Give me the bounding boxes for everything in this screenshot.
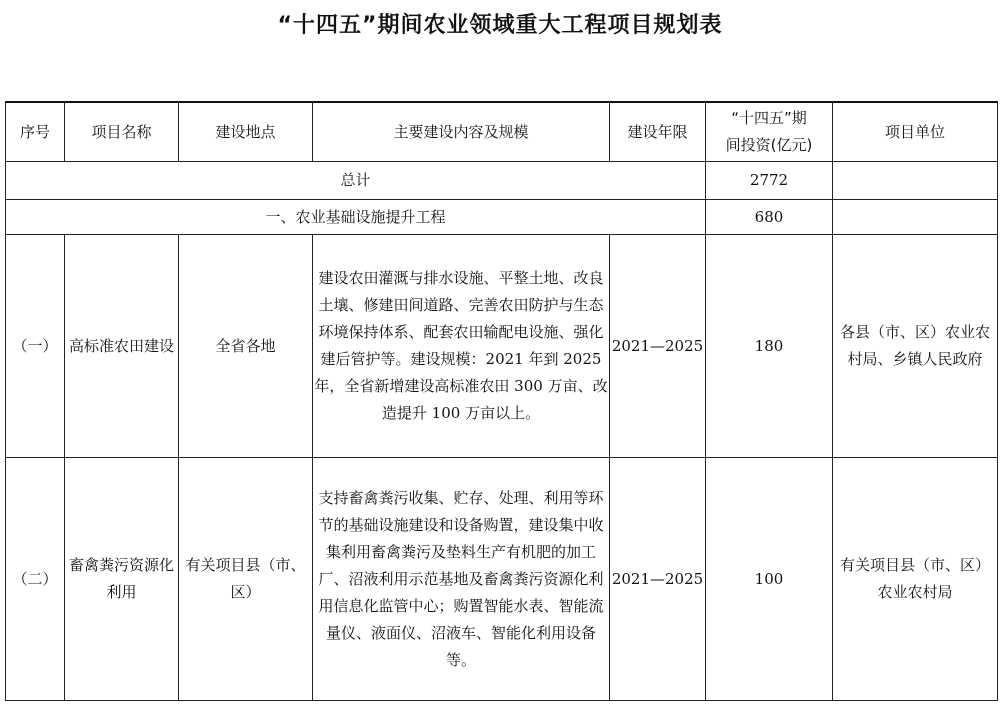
project-unit: 有关项目县（市、区）农业农村局 bbox=[833, 458, 998, 701]
project-location: 全省各地 bbox=[179, 235, 313, 458]
project-seq: （二） bbox=[6, 458, 65, 701]
project-plan-table bbox=[5, 101, 998, 701]
table-header-row bbox=[6, 102, 998, 162]
total-label: 总计 bbox=[6, 162, 706, 200]
category-row bbox=[6, 200, 998, 235]
category-label: 一、农业基础设施提升工程 bbox=[6, 200, 706, 235]
project-seq: （一） bbox=[6, 235, 65, 458]
header-investment-line2: 间投资(亿元) bbox=[725, 136, 813, 154]
project-content: 支持畜禽粪污收集、贮存、处理、利用等环节的基础设施建设和设备购置，建设集中收集利用畜禽粪污及垫料生产有机肥的加工厂、沼液利用示范基地及畜禽粪污资源化利用信息化监管中心；购置智能水表、智能流量仪、液面仪、沼液车、智能化利用设备等。 bbox=[313, 458, 610, 701]
header-period: 建设年限 bbox=[610, 102, 706, 162]
page-title: “十四五”期间农业领域重大工程项目规划表 bbox=[277, 13, 723, 38]
project-investment: 100 bbox=[706, 458, 833, 701]
header-unit: 项目单位 bbox=[833, 102, 998, 162]
total-row bbox=[6, 162, 998, 200]
category-unit bbox=[833, 200, 998, 235]
project-unit: 各县（市、区）农业农村局、乡镇人民政府 bbox=[833, 235, 998, 458]
header-name: 项目名称 bbox=[65, 102, 179, 162]
header-investment-line1: “十四五”期 bbox=[731, 109, 807, 127]
project-location: 有关项目县（市、区） bbox=[179, 458, 313, 701]
category-investment: 680 bbox=[706, 200, 833, 235]
project-name: 高标准农田建设 bbox=[65, 235, 179, 458]
header-seq: 序号 bbox=[6, 102, 65, 162]
project-period: 2021—2025 bbox=[610, 458, 706, 701]
total-investment: 2772 bbox=[706, 162, 833, 200]
header-content: 主要建设内容及规模 bbox=[313, 102, 610, 162]
project-investment: 180 bbox=[706, 235, 833, 458]
header-investment bbox=[706, 102, 833, 162]
table-row bbox=[6, 458, 998, 701]
project-content: 建设农田灌溉与排水设施、平整土地、改良土壤、修建田间道路、完善农田防护与生态环境保持体系、配套农田输配电设施、强化建后管护等。建设规模：2021 年到 2025 年，全省新增建设高标准农田 300 万亩、改造提升 100 万亩以上。 bbox=[313, 235, 610, 458]
table-row bbox=[6, 235, 998, 458]
header-location: 建设地点 bbox=[179, 102, 313, 162]
project-period: 2021—2025 bbox=[610, 235, 706, 458]
project-name: 畜禽粪污资源化利用 bbox=[65, 458, 179, 701]
total-unit bbox=[833, 162, 998, 200]
